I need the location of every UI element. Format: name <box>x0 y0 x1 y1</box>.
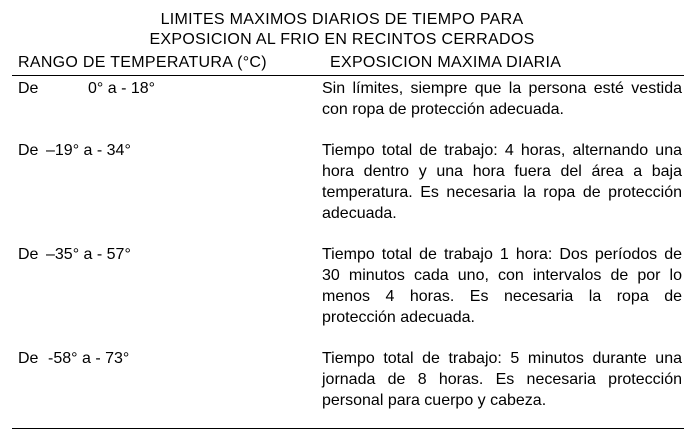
temperature-range <box>18 348 129 369</box>
column-header-range: RANGO DE TEMPERATURA (°C) <box>18 54 267 71</box>
range-prefix: De <box>18 80 39 97</box>
temperature-range <box>18 140 131 161</box>
table-title-line-1: LIMITES MAXIMOS DIARIOS DE TIEMPO PARA <box>160 11 524 28</box>
column-header-exposure: EXPOSICION MAXIMA DIARIA <box>330 54 562 71</box>
table-title-line-2: EXPOSICION AL FRIO EN RECINTOS CERRADOS <box>149 31 535 48</box>
range-value: –19° a - 34° <box>46 142 131 159</box>
exposure-description: Sin límites, siempre que la persona esté vestida con ropa de protección adecuada. <box>322 80 682 118</box>
range-value: 0° a - 18° <box>88 80 156 97</box>
range-value: -58° a - 73° <box>48 350 130 367</box>
exposure-description: Tiempo total de trabajo: 5 minutos durante una jornada de 8 horas. Es necesaria protección personal para cuerpo y cabeza. <box>322 350 682 409</box>
range-prefix: De <box>18 142 39 159</box>
range-prefix: De <box>18 246 39 263</box>
temperature-range <box>18 244 131 265</box>
table-bottom-rule <box>12 428 684 429</box>
exposure-description: Tiempo total de trabajo 1 hora: Dos períodos de 30 minutos cada uno, con intervalos de por lo menos 4 horas. Es necesaria la ropa de protección adecuada. <box>322 246 682 326</box>
range-value: –35° a - 57° <box>46 246 131 263</box>
range-prefix: De <box>18 350 39 367</box>
temperature-range <box>18 78 155 99</box>
header-divider <box>12 75 684 76</box>
exposure-description: Tiempo total de trabajo: 4 horas, alternando una hora dentro y una hora fuera del área a baja temperatura. Es necesaria la ropa de protección adecuada. <box>322 142 682 222</box>
